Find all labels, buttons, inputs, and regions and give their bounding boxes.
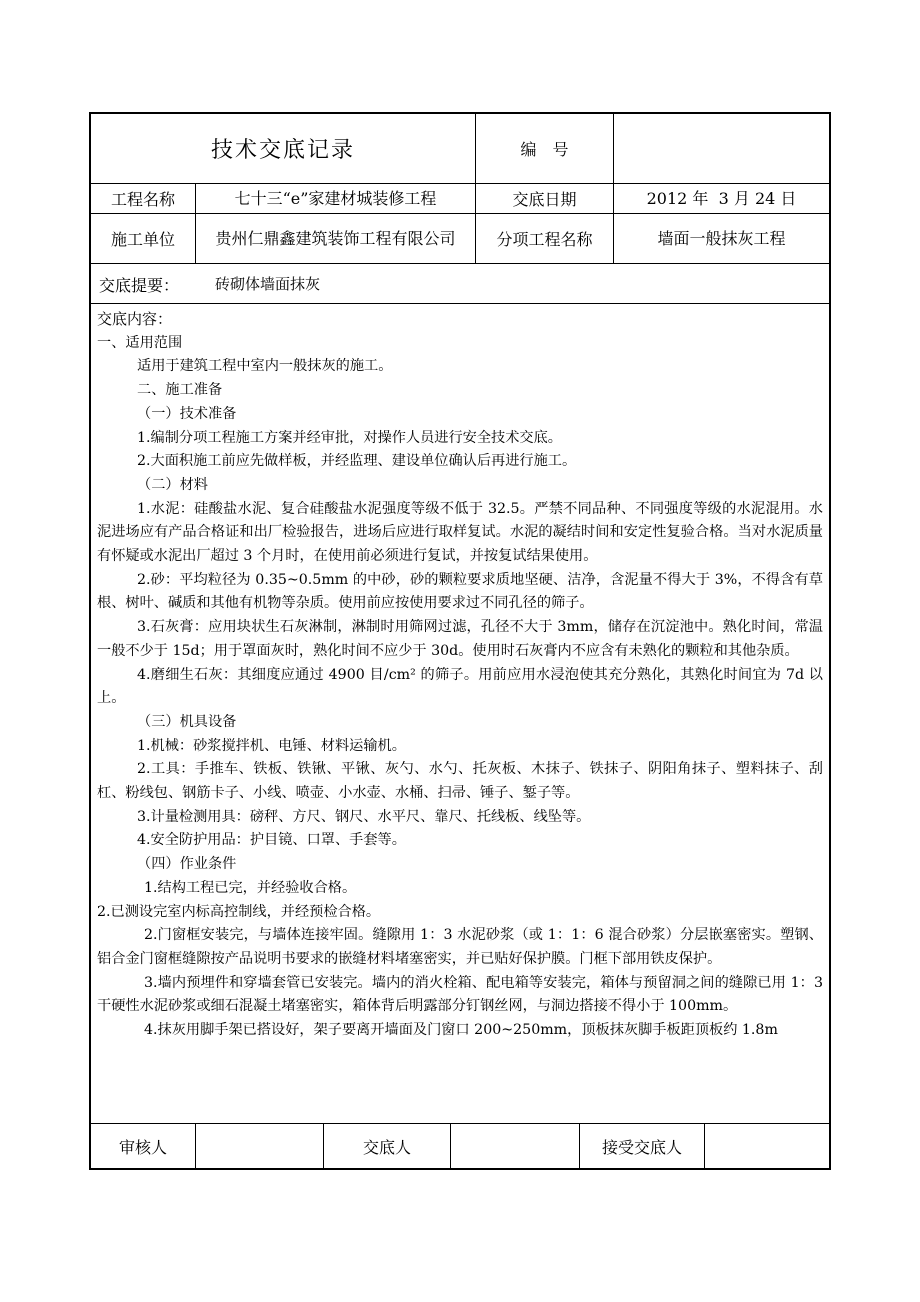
project-row [91,184,829,214]
summary-value: 砖砌体墙面抹灰 [215,275,321,293]
content-paragraph: 4.磨细生石灰：其细度应通过 4900 目/cm² 的筛子。用前应用水浸泡使其充分熟化，其熟化时间宜为 7d 以上。 [97,666,823,707]
content-paragraph: 1.水泥：硅酸盐水泥、复合硅酸盐水泥强度等级不低于 32.5。严禁不同品种、不同强度等级的水泥混用。水泥进场应有产品合格证和出厂检验报告，进场后应进行取样复试。水泥的凝结时间和安定性复验合格。当对水泥质量有怀疑或水泥出厂超过 3 个月时，在使用前必须进行复试，并按复试结果使用。 [97,500,823,565]
content-paragraph: 3.墙内预埋件和穿墙套管已安装完。墙内的消火栓箱、配电箱等安装完，箱体与预留洞之间的缝隙已用 1：3 干硬性水泥砂浆或细石混凝土堵塞密实，箱体背后明露部分钉钢丝网，与洞边搭接不得小于 100mm。 [97,974,823,1015]
content-paragraph: （三）机具设备 [137,713,237,730]
project-name-value: 七十三“e”家建材城装修工程 [195,184,475,213]
content-paragraph: 3.石灰膏：应用块状生石灰淋制，淋制时用筛网过滤，孔径不大于 3mm，储存在沉淀池中。熟化时间，常温一般不少于 15d；用于罩面灰时，熟化时间不应少于 30d。使用时石灰膏内不应含有未熟化的颗粒和其他杂质。 [97,619,823,659]
content-paragraph: 2.大面积施工前应先做样板，并经监理、建设单位确认后再进行施工。 [137,453,577,470]
content-paragraph: 1.机械：砂浆搅拌机、电锤、材料运输机。 [137,737,406,754]
subproject-value: 墙面一般抹灰工程 [613,214,829,263]
number-label: 编 号 [475,114,613,183]
contractor-label: 施工单位 [110,230,175,249]
content-paragraph: 2.工具：手推车、铁板、铁锹、平锹、灰勺、水勺、托灰板、木抹子、铁抹子、阴阳角抹子、塑料抹子、刮杠、粉线包、钢筋卡子、小线、喷壶、小水壶、水桶、扫帚、锤子、錾子等。 [97,761,823,802]
content-paragraph: 4.抹灰用脚手架已搭设好，架子要离开墙面及门窗口 200~250mm，顶板抹灰脚手板距顶板约 1.8m [144,1022,778,1039]
receiver-label: 接受交底人 [579,1124,704,1168]
summary-line [99,264,320,304]
title-row [91,114,829,184]
disclosure-record-table [89,112,831,1170]
reviewer-label: 审核人 [118,1137,167,1157]
content-paragraph: 2.门窗框安装完，与墙体连接牢固。缝隙用 1：3 水泥砂浆（或 1：1：6 混合砂浆）分层嵌塞密实。塑钢、铝合金门窗框缝隙按产品说明书要求的嵌缝材料堵塞密实，并已贴好保护膜。门框下部用铁皮保护。 [97,927,823,967]
content-paragraph: （二）材料 [137,476,208,493]
content-paragraph: 2.砂：平均粒径为 0.35~0.5mm 的中砂，砂的颗粒要求质地坚硬、洁净，含泥量不得大于 3%，不得含有草根、树叶、碱质和其他有机物等杂质。使用前应按使用要求过不同孔径的筛子。 [97,571,823,612]
content-paragraph: 1.编制分项工程施工方案并经审批，对操作人员进行安全技术交底。 [137,429,562,446]
discloser-value [450,1124,579,1168]
content-paragraph: 一、适用范围 [97,334,183,351]
subproject-label: 分项工程名称 [475,214,613,263]
date-value: 2012 年 3 月 24 日 [613,184,829,213]
document-title: 技术交底记录 [210,138,355,163]
summary-label: 交底提要： [99,275,180,295]
content-paragraph: 3.计量检测用具：磅秤、方尺、钢尺、水平尺、靠尺、托线板、线坠等。 [137,808,591,825]
content-paragraph: （一）技术准备 [137,405,237,422]
content-label: 交底内容： [97,310,173,328]
discloser-label: 交底人 [323,1124,450,1168]
content-paragraph: 二、施工准备 [137,382,223,399]
receiver-value [704,1124,829,1168]
reviewer-value [195,1124,323,1168]
project-name-label: 工程名称 [110,190,175,209]
date-label: 交底日期 [475,184,613,213]
content-paragraph: 1.结构工程已完，并经验收合格。 [144,879,357,896]
content-paragraph: 适用于建筑工程中室内一般抹灰的施工。 [137,358,393,375]
summary-row [91,264,829,304]
content-paragraph: 2.已测设完室内标高控制线，并经预检合格。 [97,903,381,920]
contractor-row [91,214,829,264]
signature-row [91,1123,829,1168]
content-paragraph: （四）作业条件 [137,856,237,873]
contractor-value: 贵州仁鼎鑫建筑装饰工程有限公司 [195,214,475,263]
number-value [613,114,829,183]
disclosure-content [91,304,829,1124]
content-paragraph: 4.安全防护用品：护目镜、口罩、手套等。 [137,832,406,849]
